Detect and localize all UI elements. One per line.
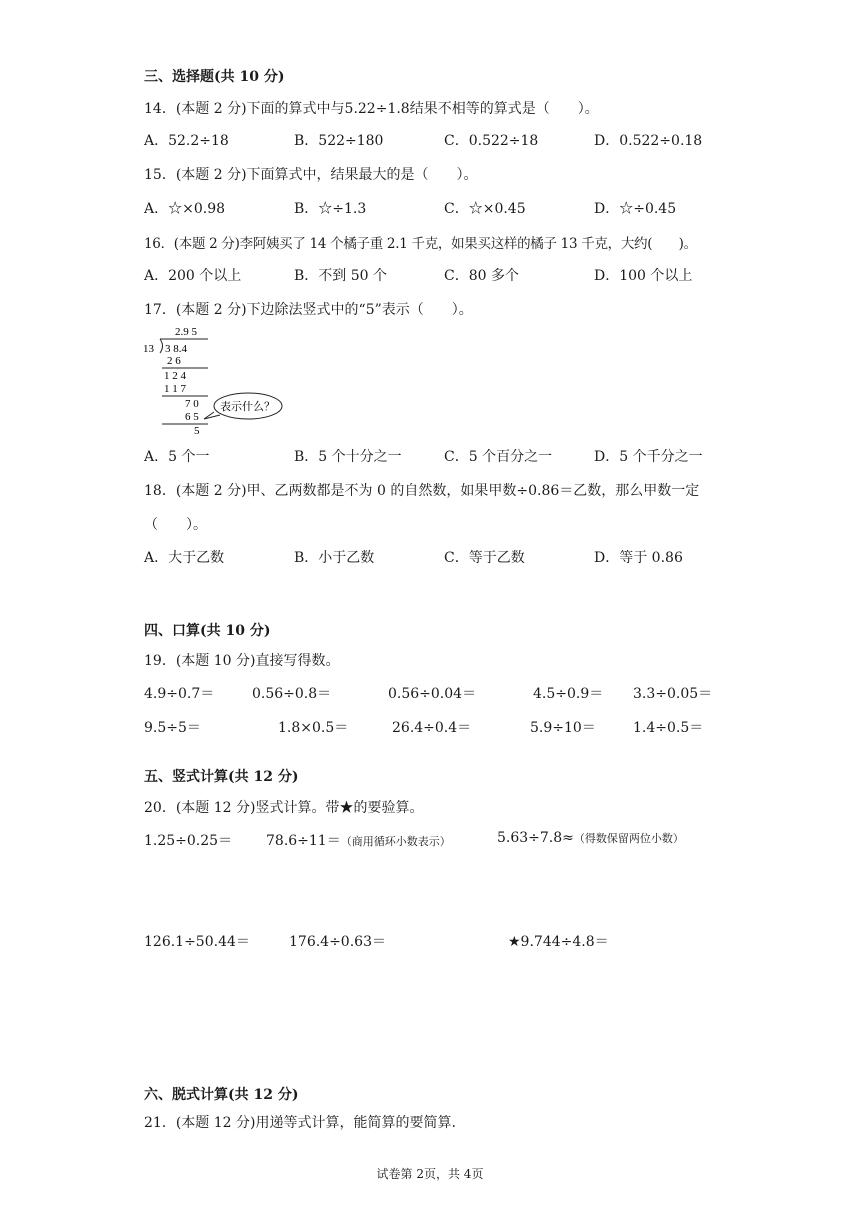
bubble-text: 表示什么？ — [220, 401, 275, 413]
q16-option-c: C．80 多个 — [444, 268, 519, 284]
q19-r1-c5: 3.3÷0.05＝ — [633, 686, 713, 702]
q15-option-b: B．☆÷1.3 — [294, 201, 367, 217]
q17-option-c: C．5 个百分之一 — [444, 449, 553, 465]
question-21: 21．(本题 12 分)用递等式计算，能简算的要简算. — [144, 1115, 456, 1131]
q20-item-6: ★9.744÷4.8＝ — [508, 934, 609, 950]
division-dividend: 3 8.4 — [165, 343, 187, 355]
q20-item-5: 176.4÷0.63＝ — [289, 934, 386, 950]
q14-option-a: A．52.2÷18 — [144, 133, 229, 149]
question-16: 16．(本题 2 分)李阿姨买了 14 个橘子重 2.1 千克，如果买这样的橘子 13 千克，大约( )。 — [144, 236, 697, 252]
q20-item-3-expr: 5.63÷7.8≈ — [497, 830, 574, 846]
question-19: 19．(本题 10 分)直接写得数。 — [144, 653, 340, 669]
q19-r1-c4: 4.5÷0.9＝ — [533, 686, 604, 702]
q18-option-c: C．等于乙数 — [444, 550, 525, 566]
question-18-blank: （ ）。 — [144, 517, 207, 533]
q16-option-d: D．100 个以上 — [594, 268, 693, 284]
q15-option-c: C．☆×0.45 — [444, 201, 526, 217]
q19-r2-c4: 5.9÷10＝ — [530, 720, 596, 736]
q19-r2-c5: 1.4÷0.5＝ — [633, 720, 704, 736]
q20-item-2-expr: 78.6÷11＝ — [266, 833, 341, 849]
division-quotient: 2.9 5 — [175, 326, 197, 338]
q14-option-c: C．0.522÷18 — [444, 133, 539, 149]
q20-item-1: 1.25÷0.25＝ — [144, 833, 233, 849]
question-20: 20．(本题 12 分)竖式计算。带★的要验算。 — [144, 800, 424, 816]
bubble-tail — [204, 412, 220, 419]
q18-option-b: B．小于乙数 — [294, 550, 375, 566]
q16-option-b: B．不到 50 个 — [294, 268, 388, 284]
section6-heading: 六、脱式计算(共 12 分) — [144, 1087, 299, 1103]
division-divisor: 13 — [143, 343, 154, 355]
division-step-5: 6 5 — [185, 411, 199, 423]
q14-option-d: D．0.522÷0.18 — [594, 133, 703, 149]
question-18: 18．(本题 2 分)甲、乙两数都是不为 0 的自然数，如果甲数÷0.86＝乙数，那么甲数一定 — [144, 483, 700, 499]
q19-r1-c3: 0.56÷0.04＝ — [388, 686, 477, 702]
q19-r1-c1: 4.9÷0.7＝ — [144, 686, 215, 702]
division-bracket — [160, 339, 163, 353]
division-step-3: 1 1 7 — [164, 383, 186, 395]
question-14: 14．(本题 2 分)下面的算式中与5.22÷1.8结果不相等的算式是（ ）。 — [144, 101, 599, 117]
page-footer: 试卷第 2页，共 4页 — [376, 1167, 484, 1181]
q18-option-a: A．大于乙数 — [144, 550, 225, 566]
division-step-2: 1 2 4 — [164, 370, 186, 382]
q15-option-d: D．☆÷0.45 — [594, 201, 677, 217]
q19-r2-c3: 26.4÷0.4＝ — [392, 720, 472, 736]
q19-r2-c1: 9.5÷5＝ — [144, 720, 201, 736]
q18-option-d: D．等于 0.86 — [594, 550, 683, 566]
q19-r2-c2: 1.8×0.5＝ — [278, 720, 349, 736]
q14-option-b: B．522÷180 — [294, 133, 384, 149]
division-remainder: 5 — [194, 425, 200, 437]
question-17: 17．(本题 2 分)下边除法竖式中的“5”表示（ ）。 — [144, 302, 473, 318]
q20-item-4: 126.1÷50.44＝ — [144, 934, 250, 950]
q17-option-d: D．5 个千分之一 — [594, 449, 703, 465]
section5-heading: 五、竖式计算(共 12 分) — [144, 769, 299, 785]
q20-item-3 — [497, 830, 684, 846]
q19-r1-c2: 0.56÷0.8＝ — [252, 686, 332, 702]
section3-heading: 三、选择题(共 10 分) — [144, 69, 285, 85]
q17-option-a: A．5 个一 — [144, 449, 210, 465]
section4-heading: 四、口算(共 10 分) — [144, 623, 271, 639]
q20-item-2 — [266, 830, 451, 850]
q17-option-b: B．5 个十分之一 — [294, 449, 402, 465]
division-step-1: 2 6 — [167, 355, 181, 367]
q20-item-3-note: （得数保留两位小数） — [573, 832, 684, 845]
long-division-figure — [140, 322, 290, 438]
q15-option-a: A．☆×0.98 — [144, 201, 226, 217]
q16-option-a: A．200 个以上 — [144, 268, 242, 284]
question-15: 15．(本题 2 分)下面算式中，结果最大的是（ ）。 — [144, 167, 478, 183]
division-step-4: 7 0 — [185, 398, 199, 410]
q20-item-2-note: （商用循环小数表示） — [340, 835, 451, 848]
